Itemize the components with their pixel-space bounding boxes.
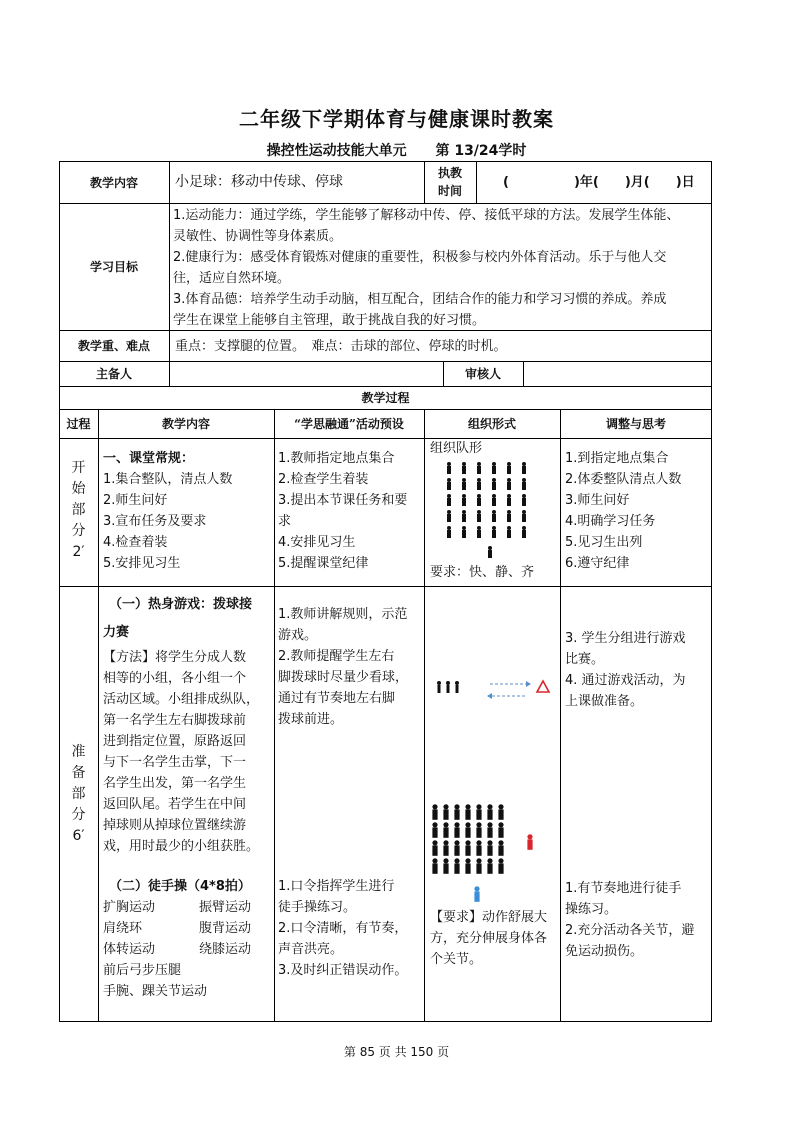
student-icon [464, 858, 472, 874]
gym-formation-figure [432, 806, 542, 906]
student-icon [486, 822, 494, 838]
gym-item: 手腕、踝关节运动 [103, 984, 208, 999]
stage-char: 开 [71, 460, 86, 476]
activity-line: 拨球前进。 [278, 712, 344, 727]
goal-line: 1.运动能力：通过学练，学生能够了解移动中传、停、接低平球的方法。发展学生体能、 [173, 208, 680, 223]
student-icon [491, 510, 497, 522]
adjust-line: 6.遵守纪律 [565, 556, 630, 571]
adjust-line: 2.充分活动各关节，避 [565, 923, 695, 938]
keypoints-text: 重点：支撑腿的位置。 难点：击球的部位、停球的时机。 [175, 339, 507, 354]
student-icon [461, 478, 467, 490]
content-line: 2.师生问好 [103, 493, 168, 508]
game-title: 力赛 [103, 625, 130, 640]
activity-line: 2.检查学生着装 [278, 472, 369, 487]
student-icon [464, 804, 472, 820]
col-divider [98, 409, 99, 1022]
stage-char: 6′ [72, 828, 85, 844]
gym-item: 体转运动 [103, 942, 156, 957]
game-line: 第一名学生左右脚拨球前 [103, 713, 247, 728]
student-icon [497, 840, 505, 856]
teacher-icon [487, 546, 493, 558]
stage-char: 2′ [72, 544, 85, 560]
row-divider [59, 438, 712, 439]
game-line: 相等的小组，各小组一个 [103, 671, 247, 686]
adjust-line: 2.体委整队清点人数 [565, 472, 682, 487]
col-divider [560, 409, 561, 1022]
lesson-number: 第 13/24学时 [435, 143, 527, 159]
student-icon [461, 494, 467, 506]
routine-title: 一、课堂常规： [103, 451, 195, 466]
req-line: 方，充分伸展身体各 [430, 931, 548, 946]
students-icon [437, 681, 459, 693]
adjust-line: 4.明确学习任务 [565, 514, 656, 529]
student-icon [506, 510, 512, 522]
student-icon [453, 840, 461, 856]
student-icon [446, 478, 452, 490]
keypoints-label: 教学重、难点 [77, 339, 150, 353]
activity-line: 1.口令指挥学生进行 [278, 879, 395, 894]
student-icon [521, 462, 527, 474]
student-icon [453, 858, 461, 874]
goals-list [173, 205, 709, 331]
student-icon [506, 462, 512, 474]
student-icon [442, 822, 450, 838]
stage-char: 准 [71, 744, 86, 760]
game-line: 戏，用时最少的小组获胜。 [103, 839, 260, 854]
col-divider [169, 161, 170, 386]
relay-diagram [430, 672, 556, 706]
student-icon [475, 840, 483, 856]
cone-icon [537, 681, 549, 692]
req-line: 个关节。 [430, 952, 483, 967]
game-line: 【方法】将学生分成人数 [103, 650, 247, 665]
teacher-icon [473, 886, 481, 902]
adjust-line: 免运动损伤。 [565, 944, 644, 959]
student-icon [475, 822, 483, 838]
activity-line: 2.口令清晰，有节奏， [278, 921, 408, 936]
arrow-icon [490, 684, 526, 696]
goal-line: 3.体育品德：培养学生动手动脑，相互配合，团结合作的能力和学习习惯的养成。养成 [173, 292, 667, 307]
page-footer: 第 85 页 共 150 页 [343, 1045, 450, 1059]
content-value: 小足球：移动中传球、停球 [175, 174, 343, 190]
stage-start [59, 458, 98, 563]
activity-line: 3.及时纠正错误动作。 [278, 963, 408, 978]
stage-char: 分 [71, 523, 86, 539]
student-icon [453, 822, 461, 838]
document-subtitle [0, 140, 793, 160]
section1-activity [278, 448, 422, 574]
student-icon [506, 526, 512, 538]
student-icon [491, 526, 497, 538]
activity-line: 求 [278, 514, 292, 529]
activity-line: 4.安排见习生 [278, 535, 356, 550]
student-icon [442, 804, 450, 820]
student-icon [476, 478, 482, 490]
stage-prep [59, 742, 98, 847]
student-icon [476, 494, 482, 506]
student-icon [497, 858, 505, 874]
teacher-icon [526, 834, 534, 850]
student-icon [442, 840, 450, 856]
col-divider [274, 409, 275, 1022]
goal-line: 2.健康行为：感受体育锻炼对健康的重要性，积极参与校内外体育活动。乐于与他人交 [173, 250, 667, 265]
adjust-line: 上课做准备。 [565, 694, 644, 709]
arrow-left-icon [487, 693, 492, 699]
gymnastics-block [103, 876, 271, 1002]
student-icon [476, 462, 482, 474]
student-icon [475, 858, 483, 874]
teach-time-label-2: 时间 [437, 184, 462, 198]
activity-line: 3.提出本节课任务和要 [278, 493, 408, 508]
student-icon [486, 804, 494, 820]
student-icon [461, 526, 467, 538]
content-line: 5.安排见习生 [103, 556, 181, 571]
row-divider [59, 586, 712, 587]
section2-activity-a [278, 604, 422, 730]
document-title: 二年级下学期体育与健康课时教案 [239, 107, 554, 131]
goals-label: 学习目标 [89, 260, 138, 274]
stage-char: 分 [71, 807, 86, 823]
req-line: 【要求】动作舒展大 [430, 910, 548, 925]
student-icon [461, 462, 467, 474]
org-requirement: 要求：快、静、齐 [430, 565, 535, 580]
section2-activity-b [278, 876, 422, 981]
adjust-line: 5.见习生出列 [565, 535, 643, 550]
gym-item: 绕膝运动 [199, 942, 252, 957]
student-icon [431, 858, 439, 874]
gym-item: 扩胸运动 [103, 900, 156, 915]
col-header-organization: 组织形式 [467, 417, 516, 431]
adjust-line: 3. 学生分组进行游戏 [565, 631, 686, 646]
activity-line: 1.教师讲解规则，示范 [278, 607, 408, 622]
activity-line: 声音洪亮。 [278, 942, 344, 957]
student-icon [491, 462, 497, 474]
formation-figure [446, 462, 546, 562]
teach-time-label [424, 163, 476, 201]
content-line: 1.集合整队，清点人数 [103, 472, 233, 487]
col-header-content: 教学内容 [161, 417, 210, 431]
gym-row [103, 939, 271, 960]
gym-item: 肩绕环 [103, 921, 143, 936]
stage-char: 部 [71, 502, 86, 518]
activity-line: 通过有节奏地左右脚 [278, 691, 396, 706]
goal-line: 灵敏性、协调性等身体素质。 [173, 229, 343, 244]
section2-adjust-a [565, 628, 710, 712]
student-icon [476, 526, 482, 538]
student-icon [475, 804, 483, 820]
adjust-line: 3.师生问好 [565, 493, 630, 508]
student-icon [431, 804, 439, 820]
activity-line: 脚拨球时尽量少看球， [278, 670, 409, 685]
process-title: 教学过程 [361, 391, 410, 405]
section2-content [103, 591, 271, 857]
section1-adjust [565, 448, 710, 574]
student-icon [464, 822, 472, 838]
activity-line: 游戏。 [278, 628, 318, 643]
reviewer-label: 审核人 [464, 367, 501, 381]
stage-char: 备 [71, 765, 86, 781]
adjust-line: 操练习。 [565, 902, 618, 917]
adjust-line: 4. 通过游戏活动，为 [565, 673, 686, 688]
student-icon [521, 494, 527, 506]
student-icon [453, 804, 461, 820]
student-icon [486, 858, 494, 874]
student-icon [497, 822, 505, 838]
adjust-line: 比赛。 [565, 652, 605, 667]
gym-row [103, 918, 271, 939]
teach-date: ( )年( )月( )日 [503, 175, 695, 190]
activity-line: 5.提醒课堂纪律 [278, 556, 369, 571]
org-title: 组织队形 [430, 441, 483, 456]
student-icon [476, 510, 482, 522]
col-divider [476, 161, 477, 203]
student-icon [446, 494, 452, 506]
content-line: 3.宣布任务及要求 [103, 514, 207, 529]
col-header-activity: “学思融通”活动预设 [294, 417, 404, 431]
student-icon [521, 478, 527, 490]
student-icon [521, 526, 527, 538]
stage-char: 始 [71, 481, 86, 497]
goal-line: 学生在课堂上能够自主管理，敢于挑战自我的好习惯。 [173, 313, 486, 328]
student-icon [461, 510, 467, 522]
game-line: 名学生出发，第一名学生 [103, 776, 247, 791]
game-line: 活动区域。小组排成纵队， [103, 692, 260, 707]
section2-adjust-b [565, 878, 710, 962]
student-icon [491, 478, 497, 490]
activity-line: 2.教师提醒学生左右 [278, 649, 395, 664]
content-line: 4.检查着装 [103, 535, 168, 550]
gym-item: 前后弓步压腿 [103, 963, 182, 978]
activity-line: 徒手操练习。 [278, 900, 357, 915]
student-icon [431, 840, 439, 856]
student-icon [446, 510, 452, 522]
section1-content [103, 448, 271, 574]
col-divider [523, 361, 524, 386]
student-icon [491, 494, 497, 506]
goal-line: 往，适应自然环境。 [173, 271, 291, 286]
gym-row [103, 897, 271, 918]
game-line: 掉球则从掉球位置继续游 [103, 818, 247, 833]
student-icon [521, 510, 527, 522]
col-header-adjust: 调整与思考 [605, 417, 666, 431]
unit-name: 操控性运动技能大单元 [266, 143, 407, 159]
student-icon [431, 822, 439, 838]
gym-title: （二）徒手操（4*8拍） [109, 879, 251, 894]
student-icon [446, 526, 452, 538]
content-label: 教学内容 [89, 175, 138, 190]
gym-item: 腹背运动 [199, 921, 252, 936]
gym-item: 振臂运动 [199, 900, 252, 915]
student-icon [486, 840, 494, 856]
col-divider [424, 409, 425, 1022]
game-line: 返回队尾。若学生在中间 [103, 797, 247, 812]
student-icon [506, 478, 512, 490]
student-icon [497, 804, 505, 820]
adjust-line: 1.到指定地点集合 [565, 451, 669, 466]
game-title: （一）热身游戏：拨球接 [109, 597, 253, 612]
student-icon [442, 858, 450, 874]
adjust-line: 1.有节奏地进行徒手 [565, 881, 682, 896]
game-line: 与下一名学生击掌，下一 [103, 755, 247, 770]
preparer-label: 主备人 [95, 367, 132, 381]
student-icon [464, 840, 472, 856]
teach-time-label-1: 执教 [437, 166, 462, 180]
activity-line: 1.教师指定地点集合 [278, 451, 395, 466]
game-line: 进到指定位置，原路返回 [103, 734, 247, 749]
org-requirement-2 [430, 907, 558, 970]
col-header-stage: 过程 [66, 417, 91, 431]
arrow-right-icon [526, 681, 531, 687]
student-icon [506, 494, 512, 506]
student-icon [446, 462, 452, 474]
stage-char: 部 [71, 786, 86, 802]
